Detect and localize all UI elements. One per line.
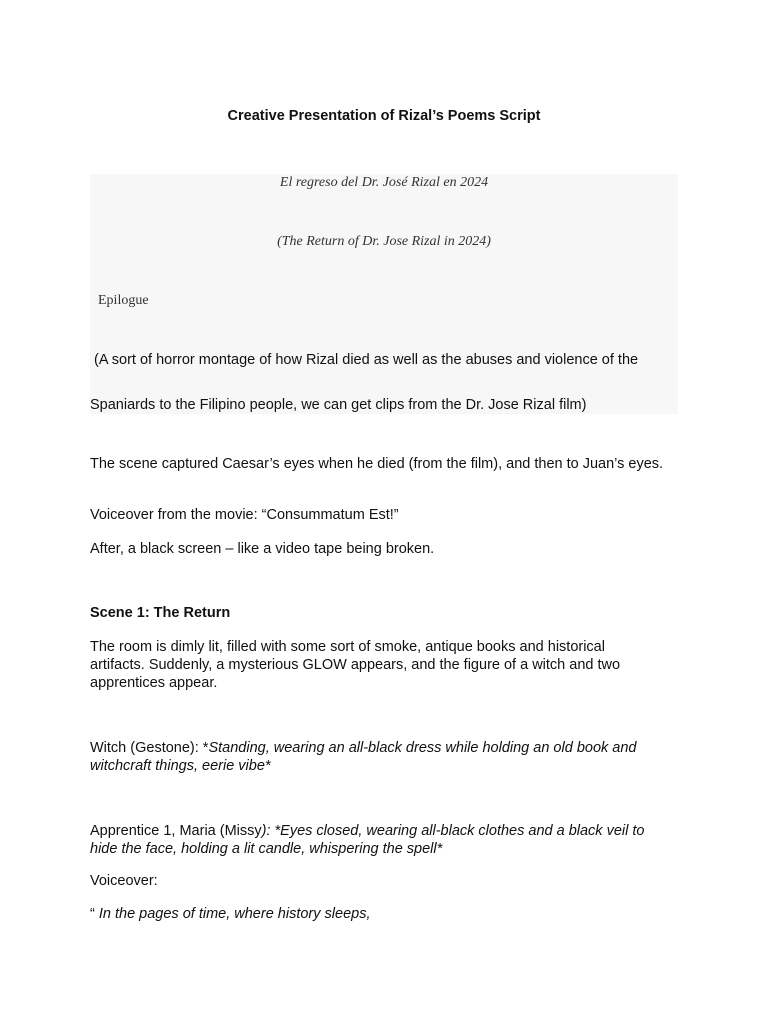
montage-line-2: Spaniards to the Filipino people, we can get clips from the Dr. Jose Rizal film) (90, 397, 587, 413)
epilogue-shaded-block (90, 174, 678, 414)
voiceover-movie-line: Voiceover from the movie: “Consummatum Est!” (90, 507, 399, 523)
epilogue-label: Epilogue (98, 293, 149, 308)
apprentice-line (90, 822, 675, 858)
witch-action: Standing, wearing an all-black dress while holding an old book and witchcraft things, eerie vibe* (90, 740, 637, 774)
scene-capture-paragraph: The scene captured Caesar’s eyes when he died (from the film), and then to Juan’s eyes. (90, 456, 664, 472)
poem-open-quote: “ (90, 906, 99, 922)
scene-1-description: The room is dimly lit, filled with some sort of smoke, antique books and historical artifacts. Suddenly, a mysterious GLOW appears, and the figure of a witch and two apprentices appear. (90, 639, 621, 691)
black-screen-line: After, a black screen – like a video tape being broken. (90, 541, 435, 557)
english-title: (The Return of Dr. Jose Rizal in 2024) (277, 234, 491, 249)
montage-line-1: (A sort of horror montage of how Rizal died as well as the abuses and violence of the (90, 352, 639, 368)
witch-line (90, 739, 675, 775)
document-title: Creative Presentation of Rizal’s Poems Script (227, 108, 541, 124)
voiceover-label: Voiceover: (90, 873, 158, 889)
apprentice-speaker: Apprentice 1, Maria (Missy (90, 823, 262, 839)
spanish-title: El regreso del Dr. José Rizal en 2024 (279, 175, 489, 190)
scene-1-heading: Scene 1: The Return (90, 605, 231, 621)
witch-speaker: Witch (Gestone): * (90, 740, 209, 756)
poem-line-1 (90, 905, 680, 923)
apprentice-action: ): *Eyes closed, wearing all-black clothes and a black veil to hide the face, holding a lit candle, whispering the spell* (90, 823, 645, 857)
poem-text: In the pages of time, where history sleeps, (98, 906, 371, 922)
